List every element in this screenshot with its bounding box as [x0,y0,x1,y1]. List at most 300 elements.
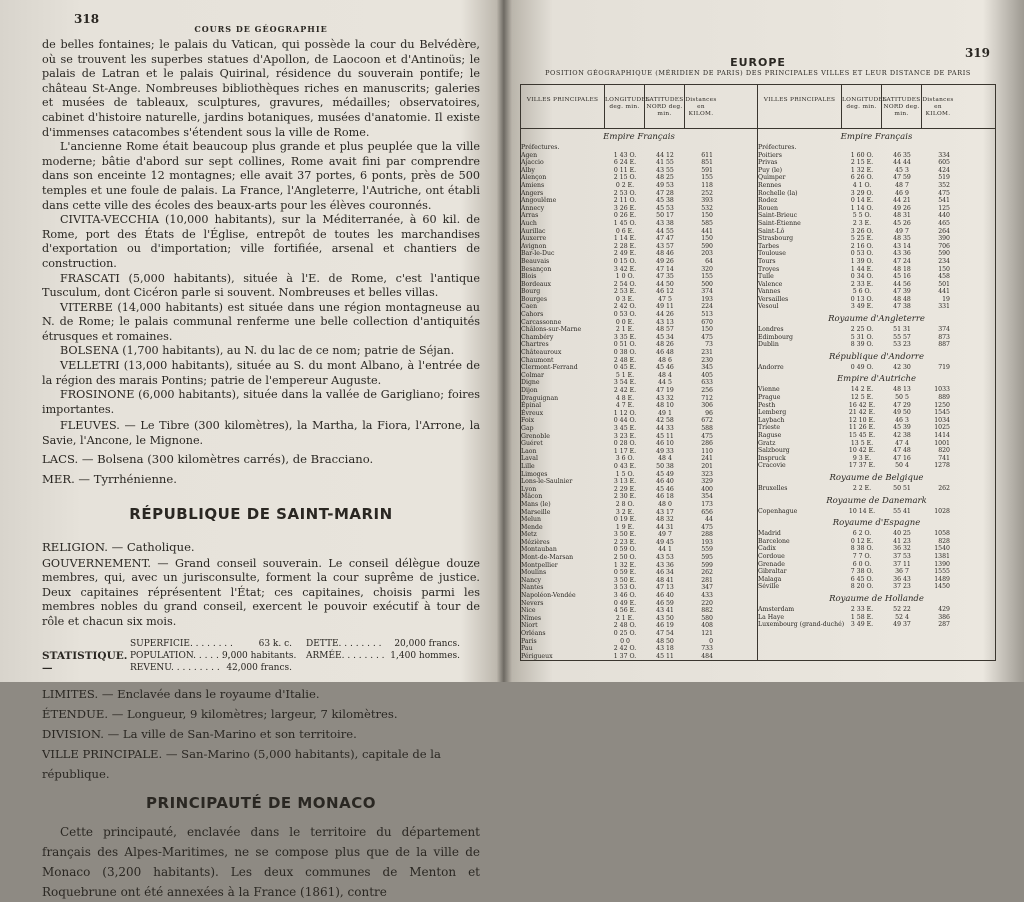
latitude-cell: 43 36 [893,250,911,258]
longitude-cell: 6 45 O. [850,575,874,583]
table-row [758,614,995,622]
city-cell: Gap [521,424,534,432]
stat-dette-value: 20,000 francs. [394,638,460,649]
distance-cell: 262 [701,569,713,577]
city-cell: Londres [758,326,784,334]
longitude-cell: 17 37 E. [848,462,876,470]
city-cell: Grenoble [521,432,550,440]
longitude-cell: 1 9 E. [615,523,635,531]
distance-cell: 234 [938,257,950,265]
city-cell: Angoulême [521,197,557,205]
longitude-cell: 1 44 E. [850,265,874,273]
section-title-monaco: PRINCIPAUTÉ DE MONACO [146,793,376,812]
city-cell: Marseille [521,508,551,516]
table-row [521,159,757,167]
longitude-cell: 0 11 E. [613,166,637,174]
distance-cell: 440 [938,212,950,220]
stat-armee-value: 1,400 hommes. [390,650,460,661]
city-cell: Nice [521,607,536,615]
left-page [0,0,498,899]
distance-cell: 820 [938,447,950,455]
distance-cell: 386 [938,613,950,621]
city-cell: Bar-le-Duc [521,250,555,258]
longitude-cell: 0 53 O. [613,311,637,319]
longitude-cell: 1 14 E. [613,235,637,243]
table-row [521,410,757,418]
table-row [521,463,757,471]
table-row [521,152,757,160]
distance-cell: 193 [701,295,713,303]
city-cell: Laon [521,447,537,455]
distance-cell: 374 [701,288,713,296]
table-row [758,561,995,569]
table-row [758,394,995,402]
longitude-cell: 3 26 O. [850,227,874,235]
table-row [758,326,995,334]
table-row [521,379,757,387]
longitude-cell: 1 17 E. [613,447,637,455]
distance-cell: 1414 [934,432,950,439]
latitude-cell: 44 5 [658,379,672,387]
distance-cell: 591 [701,166,713,174]
table-row [521,493,757,501]
city-cell: Ajaccio [521,159,544,167]
table-row [758,447,995,455]
table-row [521,638,757,646]
table-row [758,568,995,576]
distance-cell: 882 [701,607,713,615]
table-row [521,197,757,205]
longitude-cell: 0 28 O. [613,440,637,448]
latitude-cell: 37 11 [893,560,911,568]
table-row [758,296,995,304]
latitude-cell: 47 48 [893,447,911,455]
longitude-cell: 3 49 E. [850,303,874,311]
longitude-cell: 3 54 E. [613,379,637,387]
longitude-cell: 21 42 E. [848,409,876,417]
longitude-cell: 0 34 O. [850,273,874,281]
table-row [758,538,995,546]
latitude-cell: 43 14 [893,242,911,250]
latitude-cell: 48 26 [656,341,674,349]
distance-cell: 712 [701,394,713,402]
latitude-cell: 44 55 [656,227,674,235]
latitude-cell: 46 19 [656,622,674,630]
distance-cell: 155 [701,273,713,281]
table-row [758,409,995,417]
distance-cell: 873 [938,333,950,341]
table-row [521,395,757,403]
longitude-cell: 0 19 E. [613,516,637,524]
longitude-cell: 2 15 E. [850,159,874,167]
longitude-cell: 0 14 E. [850,197,874,205]
city-cell: Saint-Brieuc [758,212,798,220]
longitude-cell: 2 50 O. [613,554,637,562]
city-cell: Guéret [521,440,543,448]
header-villes: VILLES PRINCIPALES [758,85,842,128]
longitude-cell: 0 43 E. [613,462,637,470]
distance-cell: 352 [938,181,950,189]
subgroup-heading: Préfectures. [758,144,797,151]
city-cell: Auch [521,219,537,227]
city-cell: Gibraltar [758,568,787,576]
distance-cell: 828 [938,537,950,545]
latitude-cell: 41 55 [656,159,674,167]
table-row [521,341,757,349]
longitude-cell: 2 8 O. [615,500,635,508]
table-row [758,545,995,553]
city-cell: Malaga [758,575,782,583]
table-row [521,546,757,554]
longitude-cell: 10 14 E. [848,507,876,515]
city-cell: Nîmes [521,614,542,622]
table-row [758,440,995,448]
latitude-cell: 46 18 [656,493,674,501]
section-title-saint-marin: RÉPUBLIQUE DE SAINT-MARIN [129,504,393,523]
latitude-cell: 44 33 [656,424,674,432]
table-row [521,531,757,539]
city-cell: Limoges [521,470,548,478]
latitude-cell: 49 53 [656,181,674,189]
longitude-cell: 2 29 E. [613,485,637,493]
paragraph: VELLETRI (13,000 habitants), située au S. du mont Albano, à l'entrée de la région des marais Pontins; patrie de l'empereur Auguste. [42,359,480,387]
right-page [506,0,1006,682]
longitude-cell: 0 49 O. [850,363,874,371]
distance-cell: 1545 [934,409,950,417]
table-row [758,303,995,311]
paragraph: de belles fontaines; le palais du Vatican, qui possède la cour du Belvédère, où se trouvent les superbes statues d'Apollon, de Laocoon et d'Antinoüs; le palais de Latran et le palais Quirinal, résidence du souverain pontife; le château St-Ange. Nombreuses bibliothèques riches en manuscrits; galeries et musées de tableaux, sculptures, gravures, médailles; observatoires, cabinet d'histoire naturelle, jardins botaniques, musées d'anatomie. Il existe d'immenses catacombes s'étendent sous la ville de Rome. [42,38,480,139]
city-cell: Gratz [758,439,776,447]
table-row [521,311,757,319]
table-row [521,296,757,304]
distance-cell: 331 [938,303,950,311]
city-cell: Madrid [758,530,781,538]
latitude-cell: 48 50 [656,637,674,645]
table-row [521,615,757,623]
table-row [758,364,995,372]
longitude-cell: 3 50 E. [613,576,637,584]
latitude-cell: 46 9 [895,189,909,197]
distance-cell: 64 [705,257,713,265]
city-cell: Prague [758,394,781,402]
city-cell: Montauban [521,546,557,554]
table-row [758,159,995,167]
city-cell: Blois [521,273,537,281]
city-cell: Agen [521,151,538,159]
latitude-cell: 45 11 [656,432,674,440]
distance-cell: 1034 [934,416,950,424]
city-cell: Niort [521,622,538,630]
city-cell: Poitiers [758,151,782,159]
distance-cell: 475 [938,189,950,197]
longitude-cell: 3 29 O. [850,189,874,197]
city-cell: Andorre [758,363,784,371]
longitude-cell: 0 45 E. [613,364,637,372]
distance-cell: 224 [701,303,713,311]
latitude-cell: 46 40 [656,478,674,486]
city-cell: Laval [521,455,538,463]
city-cell: Metz [521,531,537,539]
paragraph: FRASCATI (5,000 habitants), située à l'E. de Rome, c'est l'antique Tusculum, dont Cicéron parle si souvent. Nombreuses et belles villas. [42,271,480,300]
city-cell: Nantes [521,584,544,592]
table-subtitle: POSITION GÉOGRAPHIQUE (MÉRIDIEN DE PARIS) DES PRINCIPALES VILLES ET LEUR DISTANCE DE PARIS [545,69,971,77]
distance-cell: 252 [701,189,713,197]
latitude-cell: 48 31 [893,212,911,220]
city-cell: Lille [521,462,535,470]
latitude-cell: 49 7 [895,227,909,235]
latitude-cell: 44 50 [656,280,674,288]
latitude-cell: 44 31 [656,523,674,531]
latitude-cell: 43 57 [656,242,674,250]
city-cell: Besançon [521,265,552,273]
city-cell: Mont-de-Marsan [521,554,574,562]
header-villes: VILLES PRINCIPALES [521,85,605,128]
table-row [521,471,757,479]
table-row [758,508,995,516]
table-row [521,167,757,175]
latitude-cell: 49 7 [658,531,672,539]
longitude-cell: 3 42 E. [613,265,637,273]
distance-cell: 150 [701,235,713,243]
city-cell: Épinal [521,402,542,410]
city-cell: Cracovie [758,462,786,470]
distance-cell: 719 [938,363,950,371]
distance-cell: 595 [701,554,713,562]
latitude-cell: 48 0 [658,500,672,508]
statistique-values-2 [390,638,460,674]
distance-cell: 532 [701,204,713,212]
longitude-cell: 1 37 O. [613,652,637,660]
longitude-cell: 2 1 E. [615,326,635,334]
city-cell: Alby [521,166,535,174]
distance-cell: 155 [701,174,713,182]
longitude-cell: 0 49 E. [613,599,637,607]
latitude-cell: 48 7 [895,181,909,189]
longitude-cell: 1 0 O. [615,273,635,281]
table-row [758,174,995,182]
table-row [521,303,757,311]
table-row [758,228,995,236]
longitude-cell: 3 50 E. [613,531,637,539]
latitude-cell: 43 50 [656,614,674,622]
longitude-cell: 1 43 O. [613,151,637,159]
latitude-cell: 45 34 [656,333,674,341]
city-cell: Angers [521,189,544,197]
longitude-cell: 0 25 O. [613,630,637,637]
longitude-cell: 3 6 O. [615,455,635,463]
city-cell: Amiens [521,181,545,189]
city-cell: Arras [521,212,539,220]
city-cell: Mans (le) [521,500,551,508]
table-row [521,190,757,198]
latitude-cell: 49 26 [893,204,911,212]
distance-cell: 706 [938,242,950,250]
latitude-cell: 48 32 [656,516,674,524]
distance-cell: 125 [938,204,950,212]
table-row [521,212,757,220]
longitude-cell: 0 38 O. [613,349,637,357]
distance-cell: 1555 [934,568,950,576]
longitude-cell: 4 8 E. [615,394,635,402]
longitude-cell: 1 58 E. [850,613,874,621]
city-cell: Laybach [758,416,785,424]
group-heading: Empire Français [840,132,913,142]
longitude-cell: 0 0 E. [615,318,635,326]
distance-cell: 590 [701,242,713,250]
distance-cell: 288 [701,531,713,539]
table-row [758,288,995,296]
city-cell: Cadix [758,545,776,553]
distance-cell: 264 [938,227,950,235]
latitude-cell: 36 43 [893,575,911,583]
table-row [758,417,995,425]
distance-cell: 851 [701,159,713,167]
city-cell: Mézières [521,538,550,546]
city-cell: Alençon [521,174,547,182]
table-row [521,258,757,266]
longitude-cell: 2 33 E. [850,605,874,613]
table-row [521,402,757,410]
distance-cell: 519 [938,174,950,182]
city-cell: La Haye [758,613,785,621]
distance-cell: 541 [938,197,950,205]
longitude-cell: 2 25 O. [850,326,874,334]
city-cell: Dijon [521,387,538,394]
longitude-cell: 3 13 E. [613,478,637,486]
city-cell: Pesth [758,401,776,409]
longitude-cell: 2 53 E. [613,288,637,296]
distance-cell: 281 [701,576,713,584]
latitude-cell: 45 49 [656,470,674,478]
table-row [758,583,995,591]
longitude-cell: 2 16 O. [850,242,874,250]
longitude-cell: 7 38 O. [850,568,874,576]
table-row [758,205,995,213]
statistique-labels-1 [130,638,237,674]
table-row [758,386,995,394]
longitude-cell: 5 31 O. [850,333,874,341]
table-row [521,220,757,228]
latitude-cell: 42 58 [656,417,674,425]
latitude-cell: 49 50 [893,409,911,417]
city-cell: Tulle [758,273,774,281]
longitude-cell: 1 5 O. [615,470,635,478]
header-distances: Distances en KILOM. [922,97,954,117]
header-distances: Distances en KILOM. [685,97,717,117]
latitude-cell: 45 11 [656,652,674,660]
group-heading: Royaume de Hollande [829,593,924,604]
table-column-left [521,85,758,660]
subgroup-heading: Préfectures. [521,144,560,151]
table-row [521,630,757,638]
paragraph: BOLSENA (1,700 habitants), au N. du lac de ce nom; patrie de Séjan. [60,344,455,358]
city-cell: Bordeaux [521,280,552,288]
latitude-cell: 51 31 [893,326,911,334]
latitude-cell: 45 26 [893,219,911,227]
longitude-cell: 13 5 E. [850,439,874,447]
table-row [521,592,757,600]
table-row [758,432,995,440]
longitude-cell: 2 28 E. [613,242,637,250]
city-cell: Vesoul [758,303,779,311]
distance-cell: 405 [701,371,713,379]
running-head: COURS DE GÉOGRAPHIE [194,24,328,34]
distance-cell: 390 [938,235,950,243]
longitude-cell: 2 48 O. [613,622,637,630]
longitude-cell: 0 44 O. [613,417,637,425]
group-heading: Royaume de Danemark [826,495,927,506]
distance-cell: 1390 [934,560,950,568]
city-cell: Aurillac [521,227,546,235]
table-row [521,600,757,608]
latitude-cell: 52 4 [895,613,909,621]
city-cell: Troyes [758,265,780,273]
longitude-cell: 5 1 E. [615,371,635,379]
city-cell: Montpellier [521,561,558,569]
distance-cell: 733 [701,645,713,653]
city-cell: Dublin [758,341,779,349]
latitude-cell: 49 33 [656,447,674,455]
table-row [521,440,757,448]
longitude-cell: 1 60 O. [850,151,874,159]
longitude-cell: 0 0 [620,637,630,645]
latitude-cell: 48 41 [656,576,674,584]
distance-cell: 44 [705,516,713,524]
longitude-cell: 3 46 O. [613,592,637,600]
table-column-right [758,85,995,660]
distance-cell: 121 [701,630,713,637]
latitude-cell: 43 53 [656,554,674,562]
distance-cell: 588 [701,424,713,432]
longitude-cell: 12 10 E. [848,416,876,424]
city-cell: Rouen [758,204,779,212]
city-cell: Beauvais [521,257,550,265]
latitude-cell: 46 3 [895,416,909,424]
latitude-cell: 46 48 [656,349,674,357]
statistique-labels-2 [306,638,390,674]
stat-revenu-value: 42,000 francs. [226,662,292,673]
header-longitudes: LONGITUDES deg. min. [605,85,645,128]
table-row [521,516,757,524]
division-line: DIVISION. — La ville de San-Marino et son territoire. [42,726,357,741]
city-cell: Quimper [758,174,786,182]
city-cell: Orléans [521,630,546,637]
longitude-cell: 3 45 E. [613,424,637,432]
city-cell: Draguignan [521,394,559,402]
table-row [521,425,757,433]
latitude-cell: 49 37 [893,621,911,629]
table-row [521,372,757,380]
distance-cell: 150 [701,212,713,220]
longitude-cell: 3 26 E. [613,204,637,212]
latitude-cell: 55 41 [893,507,911,515]
latitude-cell: 55 57 [893,333,911,341]
table-row [521,250,757,258]
latitude-cell: 46 10 [656,440,674,448]
longitude-cell: 5 6 O. [852,288,872,296]
latitude-cell: 48 4 [658,455,672,463]
longitude-cell: 6 2 O. [852,530,872,538]
header-latitudes: LATITUDES NORD deg. min. [645,85,685,128]
latitude-cell: 40 25 [893,530,911,538]
longitude-cell: 6 26 O. [850,174,874,182]
city-cell: Avignon [521,242,547,250]
longitude-cell: 16 42 E. [848,401,876,409]
latitude-cell: 50 5 [895,394,909,402]
longitude-cell: 0 15 O. [613,257,637,265]
distance-cell: 670 [701,318,713,326]
latitude-cell: 46 40 [656,592,674,600]
